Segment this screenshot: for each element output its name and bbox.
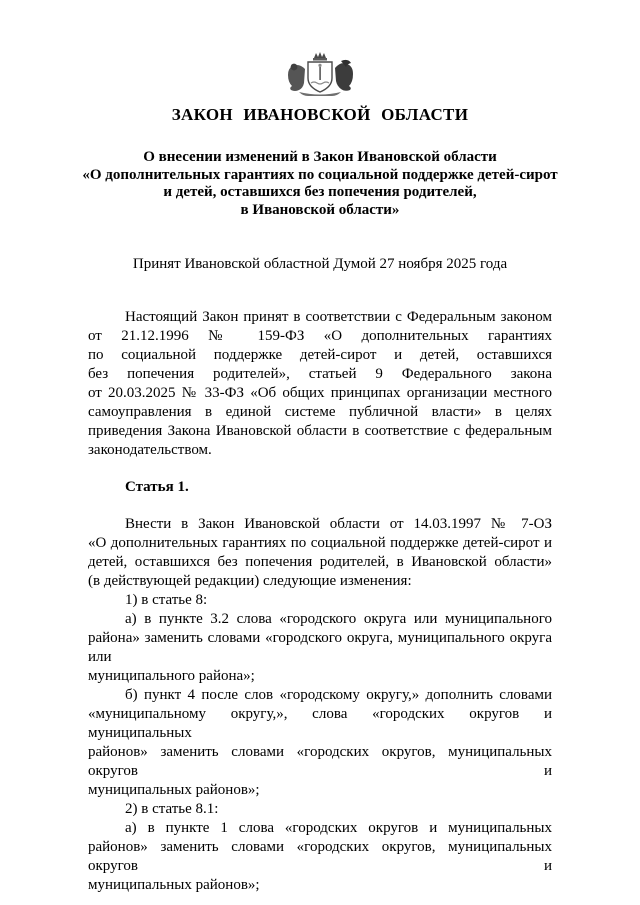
item-line: а) в пункте 1 слова «городских округов и муниципальных: [125, 820, 552, 836]
preamble-line: по социальной поддержке детей-сирот и детей, оставшихся: [88, 347, 552, 363]
preamble-line: от 20.03.2025 № 33-ФЗ «Об общих принципах организации местного: [88, 385, 552, 401]
intro-line: (в действующей редакции) следующие изменения:: [88, 573, 412, 589]
item-line: б) пункт 4 после слов «городскому округу,» дополнить словами: [125, 687, 552, 703]
item-line: муниципальных районов»;: [88, 877, 260, 893]
adopted-line: Принят Ивановской областной Думой 27 ноября 2025 года: [132, 256, 508, 272]
preamble-line: приведения Закона Ивановской области в соответствие с федеральным: [88, 423, 552, 439]
item-line: а) в пункте 3.2 слова «городского округа или муниципального: [125, 611, 552, 627]
item-1-label: [88, 591, 552, 610]
intro-line: «О дополнительных гарантиях по социальной поддержке детей-сирот и: [88, 535, 552, 551]
article-1-heading: [88, 478, 552, 497]
item-line: района» заменить словами «городского округа, муниципального округа или: [88, 630, 552, 665]
item-1a-paragraph: [88, 610, 552, 686]
subtitle-line: и детей, оставшихся без попечения родителей,: [163, 184, 477, 200]
item-line: «муниципальному округу,», слова «городских округов и муниципальных: [88, 706, 552, 741]
preamble-line: Настоящий Закон принят в соответствии с Федеральным законом: [125, 309, 552, 325]
item-line: муниципального района»;: [88, 668, 255, 684]
item-line: районов» заменить словами «городских округов, муниципальных округов и: [88, 839, 552, 874]
item-line: районов» заменить словами «городских округов, муниципальных округов и: [88, 744, 552, 779]
document-body: [0, 308, 640, 895]
item-1b-paragraph: [88, 686, 552, 800]
coat-of-arms-icon: [283, 52, 357, 98]
item-label-line: 1) в статье 8:: [125, 592, 208, 608]
document-title: ЗАКОН ИВАНОВСКОЙ ОБЛАСТИ: [171, 105, 469, 124]
item-2-label: [88, 800, 552, 819]
item-line: муниципальных районов»;: [88, 782, 260, 798]
preamble-line: самоуправления в единой системе публичной власти» в целях: [88, 404, 552, 420]
intro-line: Внести в Закон Ивановской области от 14.03.1997 № 7-ОЗ: [125, 516, 552, 532]
preamble-paragraph: [88, 308, 552, 460]
item-2a-paragraph: [88, 819, 552, 895]
item-label-line: 2) в статье 8.1:: [125, 801, 219, 817]
document-subtitle: [0, 149, 640, 219]
preamble-line: от 21.12.1996 № 159-ФЗ «О дополнительных гарантиях: [88, 328, 552, 344]
intro-line: детей, оставшихся без попечения родителей, в Ивановской области»: [88, 554, 552, 570]
subtitle-line: «О дополнительных гарантиях по социальной поддержке детей-сирот: [82, 166, 558, 183]
subtitle-line: в Ивановской области»: [240, 201, 400, 218]
preamble-line: законодательством.: [88, 442, 212, 458]
article-heading-line: Статья 1.: [125, 479, 189, 495]
article-1-intro-paragraph: [88, 515, 552, 591]
subtitle-line: О внесении изменений в Закон Ивановской области: [143, 149, 497, 165]
preamble-line: без попечения родителей», статьей 9 Федерального закона: [88, 366, 552, 382]
